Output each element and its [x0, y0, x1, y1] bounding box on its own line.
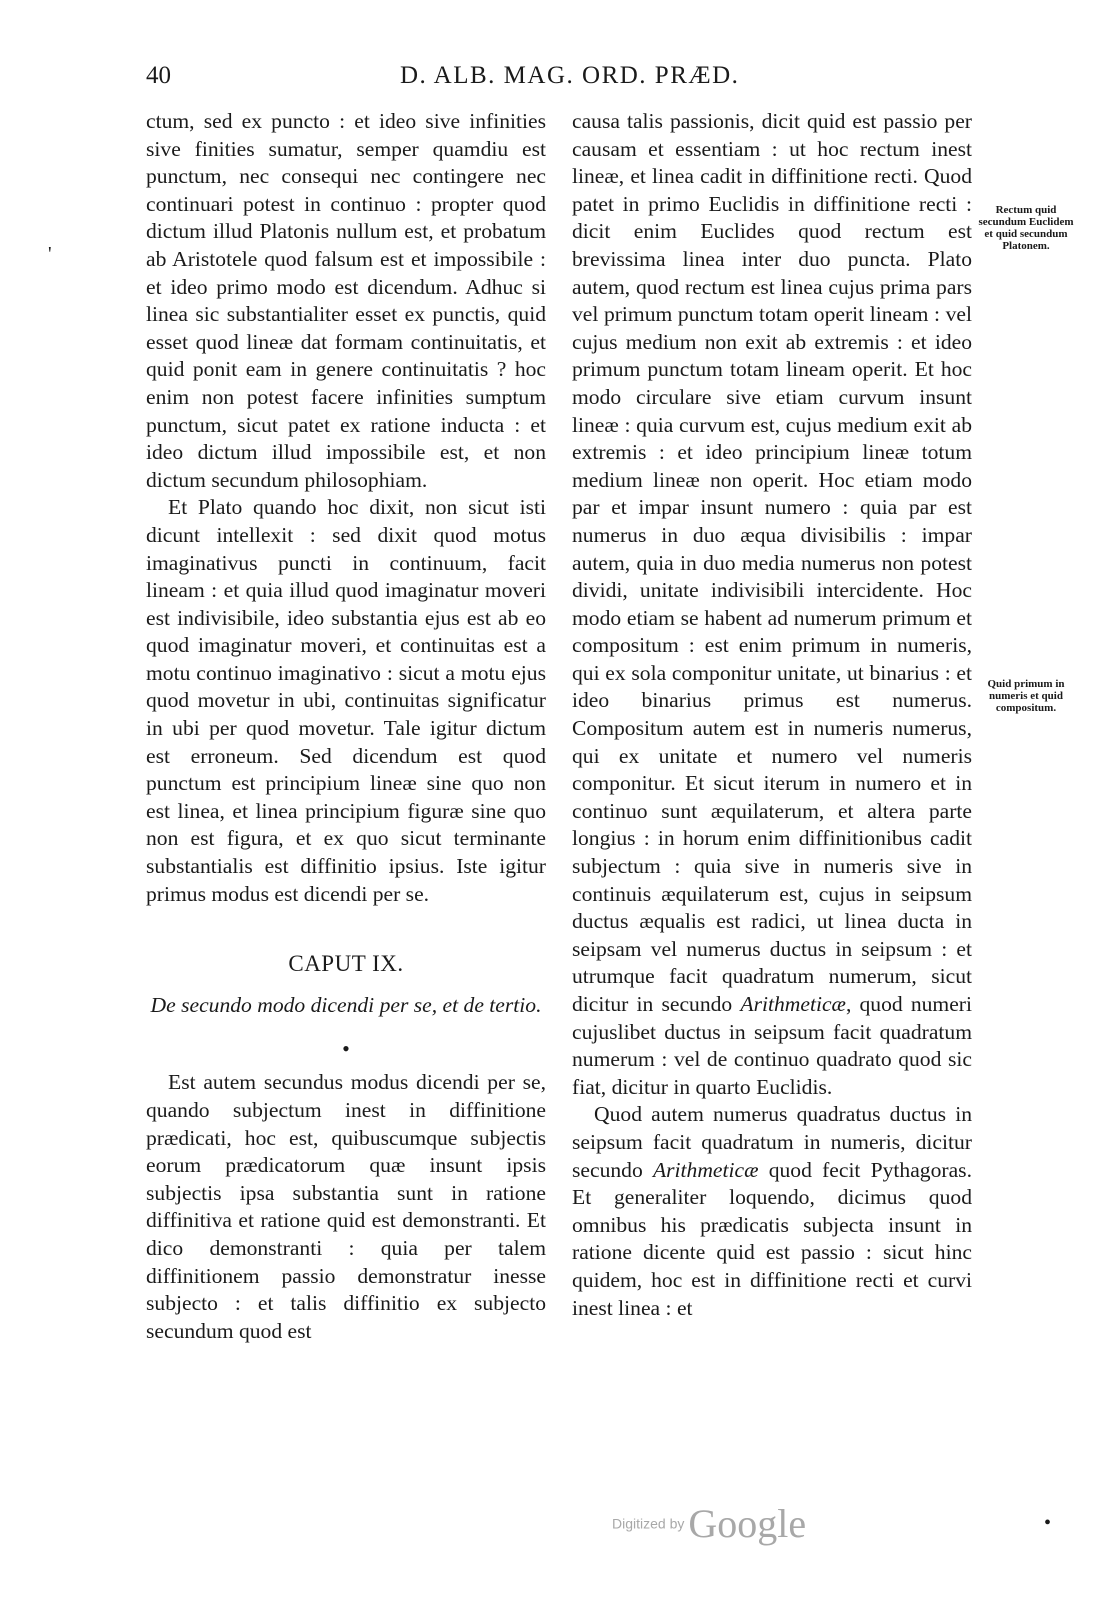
left-column	[146, 108, 546, 1345]
google-logo: Google	[688, 1501, 807, 1546]
left-paragraph-3: Est autem secundus modus dicendi per se, quando subjectum inest in diffinitione prædicati, hoc est, quibuscumque subjectis eorum prædicatorum quæ insunt ipsis subjectis ipsa substantia sunt in ratione diffinitiva et ratione quid est demonstranti. Et dico demonstranti : quia per talem diffinitionem passio demonstratur inesse subjecto : et talis diffinitio ex subjecto secundum quod est	[146, 1070, 546, 1343]
chapter-title: CAPUT IX.	[288, 951, 404, 977]
right-paragraph-2-tail: quod fecit Pythagoras. Et generaliter loquendo, dicimus quod omnibus his prædicatis subjecta insunt in ratione dicente quid est passio : sicut hinc quidem, hoc est in diffinitione recti et curvi inest linea : et	[572, 1157, 972, 1320]
stray-mark: •	[1044, 1512, 1052, 1534]
stray-mark: '	[48, 243, 52, 265]
left-paragraph-2: Et Plato quando hoc dixit, non sicut isti dicunt intellexit : sed dixit quod motus imaginativus puncti in continuum, facit lineam : et quia illud quod imaginatur moveri est indivisibile, ideo substantia ejus est ab eo quod imaginatur moveri, et continuitas est a motu continuo imaginativo : sicut a motu ejus quod movetur in ubi, continuitas significatur in ubi per quod movetur. Tale igitur dictum est erroneum. Sed dicendum est quod punctum est principium lineæ sine quo non est linea, et linea principium figuræ sine quo non est figura, et ex quo sicut terminante substantialis est diffinitio ipsius. Iste igitur primus modus est dicendi per se.	[146, 495, 546, 906]
book-title-arithmetic-1: Arithmeticæ	[740, 992, 846, 1016]
right-paragraph-2-head: Quod autem numerus quadratus ductus in seipsum facit quadratum in numeris, dicitur secundo	[572, 1102, 972, 1182]
right-paragraph-2	[572, 1101, 972, 1322]
right-paragraph-1-text: causa talis passionis, dicit quid est passio per causam et essentiam : ut hoc rectum inest lineæ, et linea cadit in diffinitione recti. Quod patet in primo Euclidis in diffinitione recti : dicit enim Euclides quod rectum est brevissima linea inter duo puncta. Plato autem, quod rectum est linea cujus prima pars vel primum punctum totam operit lineam : vel cujus medium non exit ab extremis : et ideo primum punctum totam lineam operit. Et hoc modo circulare sive etiam curvum insunt lineæ : quia curvum est, cujus medium exit ab extremis : et ideo principium lineæ totum medium lineæ non operit. Hoc etiam modo par et impar insunt numero : quia par est numerus in duo æqua divisibilis : impar autem, quia in duo media numerus non potest dividi, unitate indivisibili intercidente. Hoc modo etiam se habent ad numerum primum et compositum : est enim primum in numeris, qui ex sola componitur unitate, ut binarius : et ideo binarius primus est numerus. Compositum autem est in numeris numerus, qui ex unitate et numero vel numeris componitur. Et sicut iterum in numero et in continuo sunt æquilaterum, et altera parte longius : in horum enim diffinitionibus cadit subjectum : quia sive in numeris sive in continuis æquilaterum est, cujus in seipsum ductus æqualis est radici, ut linea ducta in seipsam vel numerus ductus in seipsum : et utrumque facit quadratum numerum, sicut dicitur in secundo	[572, 109, 972, 1016]
page-number: 40	[146, 62, 171, 89]
book-title-arithmetic-2: Arithmeticæ	[652, 1157, 759, 1182]
running-head: D. ALB. MAG. ORD. PRÆD.	[400, 62, 740, 89]
margin-note-numerus: Quid primum in numeris et quid compositum.	[987, 678, 1065, 714]
right-paragraph-1	[572, 108, 972, 1101]
watermark-prefix: Digitized by	[612, 1515, 685, 1532]
margin-note-rectum: Rectum quid secundum Euclidem et quid secundum Platonem.	[978, 204, 1074, 252]
right-column	[572, 108, 972, 1322]
left-paragraph-1: ctum, sed ex puncto : et ideo sive infinities sive finities sumatur, semper quamdiu est punctum, nec consequi nec contingere nec continuari potest in continuo : propter quod dictum illud Platonis nullum est, et probatum ab Aristotele quod falsum est et impossibile : et ideo primo modo est dicendum. Adhuc si linea sic substantialiter esset ex punctis, quid esset quod lineæ dat formam continuitatis, et quid ponit eam in genere continuitatis ? hoc enim non potest facere infinities sumptum punctum, sicut patet ex ratione inducta : et ideo dictum illud impossibile est, et non dictum secundum philosophiam.	[146, 109, 546, 492]
separator-mark: •	[342, 1036, 350, 1062]
chapter-subtitle: De secundo modo dicendi per se, et de tertio.	[150, 992, 542, 1017]
right-paragraph-1-tail: , quod numeri cujuslibet ductus in seipsum facit quadratum numerum : vel de continuo quadrato quod sic fiat, dicitur in quarto Euclidis.	[572, 992, 972, 1099]
digitized-watermark	[612, 1500, 806, 1547]
